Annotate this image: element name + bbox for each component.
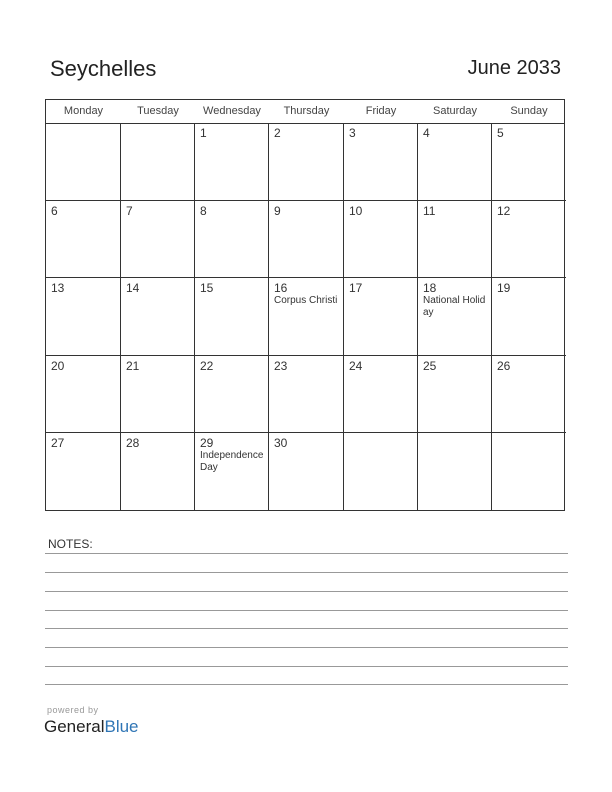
day-number: 13: [51, 281, 65, 296]
day-number: 2: [274, 126, 281, 140]
holiday-label: Corpus Christi: [274, 295, 338, 307]
day-number: 21: [126, 358, 140, 373]
weekday-header-3: Thursday: [283, 105, 330, 117]
day-cell: [418, 123, 492, 201]
day-number: 29: [200, 436, 214, 451]
brand-blue-text: Blue: [104, 717, 139, 736]
brand-general-text: General: [44, 717, 105, 736]
day-cell: [344, 278, 418, 356]
notes-line: [45, 647, 568, 648]
day-cell: [121, 278, 195, 356]
notes-line: [45, 610, 568, 611]
day-number: 4: [423, 126, 430, 140]
day-cell: [46, 433, 121, 511]
weekday-header-6: Sunday: [510, 105, 548, 117]
weekday-header-2: Wednesday: [203, 105, 261, 117]
notes-line: [45, 666, 568, 667]
day-cell: [121, 356, 195, 434]
day-cell: [195, 278, 269, 356]
day-cell: [46, 278, 121, 356]
weekday-header-0: Monday: [63, 105, 104, 117]
day-number: 17: [349, 281, 363, 296]
weekday-header-row: [46, 100, 564, 124]
day-number: 5: [497, 126, 504, 140]
day-number: 11: [423, 203, 436, 218]
day-number: 26: [497, 358, 511, 373]
day-number: 23: [274, 358, 288, 373]
notes-line: [45, 553, 568, 554]
day-number: 7: [126, 203, 133, 218]
holiday-label: Independence Day: [200, 450, 264, 474]
day-number: 8: [200, 203, 207, 218]
day-cell: [195, 433, 269, 511]
weekday-header-5: Saturday: [432, 105, 478, 117]
day-number: 12: [497, 203, 511, 218]
weekday-header-4: Friday: [365, 105, 397, 117]
day-cell: [492, 278, 566, 356]
day-number: 22: [200, 358, 214, 373]
day-cell: [195, 356, 269, 434]
weekday-header-1: Tuesday: [137, 105, 179, 117]
day-number: 10: [349, 203, 363, 218]
day-number: 19: [497, 281, 511, 296]
notes-line: [45, 628, 568, 629]
day-cell: [418, 201, 492, 279]
day-cell: [195, 123, 269, 201]
day-number: 18: [423, 281, 437, 296]
day-number: 25: [423, 358, 437, 373]
holiday-label: National Holiday: [423, 295, 486, 319]
day-cell: [344, 433, 418, 511]
calendar-country-title: Seychelles: [50, 56, 157, 81]
day-number: 24: [349, 358, 363, 373]
notes-label: NOTES:: [48, 537, 93, 551]
day-number: 14: [126, 281, 140, 296]
day-number: 6: [51, 203, 58, 218]
day-cell: [269, 278, 344, 356]
day-cell: [344, 201, 418, 279]
day-cell: [121, 433, 195, 511]
calendar-month-title: June 2033: [467, 57, 561, 79]
day-number: 1: [200, 126, 207, 140]
powered-by-text: powered by: [47, 705, 99, 715]
day-number: 30: [274, 436, 288, 451]
day-number: 15: [200, 281, 214, 296]
day-cell: [269, 123, 344, 201]
notes-line: [45, 591, 568, 592]
day-cell: [46, 123, 121, 201]
day-number: 28: [126, 436, 140, 451]
calendar-grid: [45, 99, 565, 511]
day-cell: [344, 123, 418, 201]
day-cell: [46, 201, 121, 279]
day-cell: [418, 433, 492, 511]
day-cell: [492, 356, 566, 434]
day-number: 16: [274, 281, 288, 296]
day-number: 9: [274, 203, 281, 218]
day-cell: [269, 201, 344, 279]
day-number: 20: [51, 358, 65, 373]
day-cell: [418, 356, 492, 434]
day-cell: [269, 356, 344, 434]
day-cell: [492, 433, 566, 511]
day-cell: [195, 201, 269, 279]
day-cell: [46, 356, 121, 434]
day-cell: [492, 123, 566, 201]
day-cell: [121, 123, 195, 201]
day-cell: [344, 356, 418, 434]
notes-line: [45, 572, 568, 573]
day-number: 27: [51, 436, 65, 451]
day-cell: [418, 278, 492, 356]
brand-logo: [44, 717, 139, 737]
day-cell: [121, 201, 195, 279]
notes-line: [45, 684, 568, 685]
day-number: 3: [349, 126, 356, 140]
day-cell: [269, 433, 344, 511]
day-cell: [492, 201, 566, 279]
